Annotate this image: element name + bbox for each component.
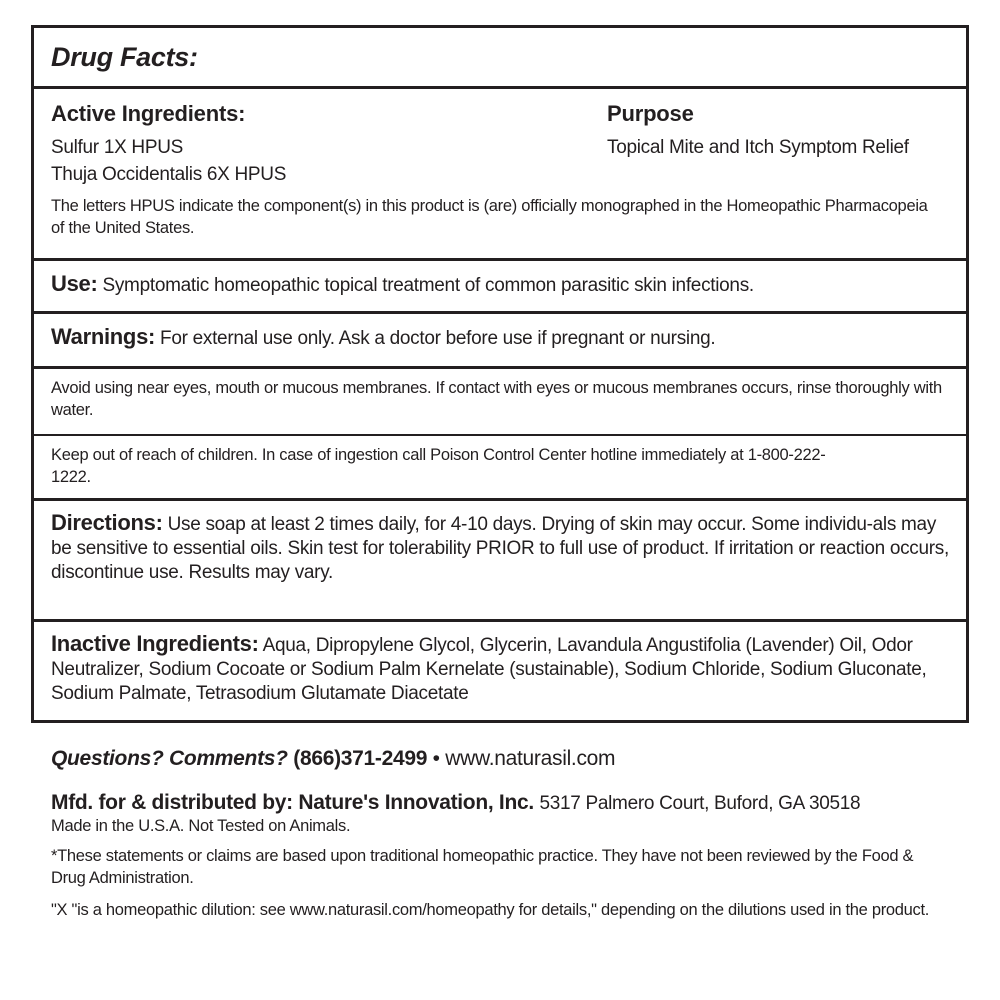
phone-number[interactable]: (866)371-2499	[293, 747, 428, 770]
active-ingredient-item: Thuja Occidentalis 6X HPUS	[51, 164, 287, 185]
drug-facts-header	[34, 28, 966, 89]
warnings-line	[51, 314, 949, 351]
eye-warning-section	[34, 369, 966, 436]
manufacturer-address: 5317 Palmero Court, Buford, GA 30518	[539, 793, 861, 814]
website-link[interactable]: www.naturasil.com	[445, 747, 616, 770]
inactive-ingredients-line	[51, 622, 956, 706]
homeopathic-disclaimer: *These statements or claims are based upon traditional homeopathic practice. They have not been reviewed by the Food & Drug Administration.	[51, 847, 914, 887]
inactive-ingredients-label: Inactive Ingredients:	[51, 631, 259, 656]
eye-warning-text: Avoid using near eyes, mouth or mucous membranes. If contact with eyes or mucous membranes occurs, rinse thoroughly with water.	[51, 379, 942, 419]
use-section	[34, 261, 966, 314]
drug-facts-title: Drug Facts:	[51, 42, 198, 72]
made-in-usa: Made in the U.S.A. Not Tested on Animals.	[51, 817, 351, 835]
children-warning-text: Keep out of reach of children. In case of ingestion call Poison Control Center hotline immediately at 1-800-222-1222.	[51, 446, 826, 486]
inactive-ingredients-text: Aqua, Dipropylene Glycol, Glycerin, Lavandula Angustifolia (Lavender) Oil, Odor Neutralizer, Sodium Cocoate or Sodium Palm Kernelate (sustainable), Sodium Chloride, Sodium Gluconate, Sodium Palmate, Tetrasodium Glutamate Diacetate	[51, 635, 927, 704]
use-text: Symptomatic homeopathic topical treatment of common parasitic skin infections.	[102, 275, 754, 296]
warnings-section	[34, 314, 966, 369]
active-ingredients-section	[34, 89, 966, 261]
inactive-ingredients-section	[34, 622, 966, 720]
manufacturer-label: Mfd. for & distributed by: Nature's Innovation, Inc.	[51, 791, 534, 814]
directions-line	[51, 501, 956, 585]
purpose-heading: Purpose	[607, 101, 694, 126]
use-label: Use:	[51, 271, 98, 296]
active-ingredients-heading: Active Ingredients:	[51, 101, 246, 126]
directions-label: Directions:	[51, 510, 163, 535]
directions-section	[34, 501, 966, 622]
use-line	[51, 261, 949, 298]
questions-label: Questions? Comments?	[51, 747, 288, 770]
warnings-label: Warnings:	[51, 324, 156, 349]
warnings-text: For external use only. Ask a doctor before use if pregnant or nursing.	[160, 328, 716, 349]
dilution-note: "X "is a homeopathic dilution: see www.naturasil.com/homeopathy for details," depending on the dilutions used in the product.	[51, 901, 930, 919]
manufacturer-line	[51, 790, 951, 817]
purpose-text: Topical Mite and Itch Symptom Relief	[607, 137, 909, 158]
hpus-note: The letters HPUS indicate the component(s) in this product is (are) officially monographed in the Homeopathic Pharmacopeia of the United States.	[51, 197, 928, 237]
separator-bullet: •	[432, 747, 440, 770]
children-warning-section	[34, 436, 966, 501]
contact-line	[51, 746, 951, 772]
directions-text: Use soap at least 2 times daily, for 4-10 days. Drying of skin may occur. Some individu-als may be sensitive to essential oils. Skin test for tolerability PRIOR to full use of product. If irritation or reaction occurs, discontinue use. Results may vary.	[51, 514, 949, 583]
active-ingredient-item: Sulfur 1X HPUS	[51, 137, 184, 158]
drug-facts-panel	[31, 25, 969, 723]
